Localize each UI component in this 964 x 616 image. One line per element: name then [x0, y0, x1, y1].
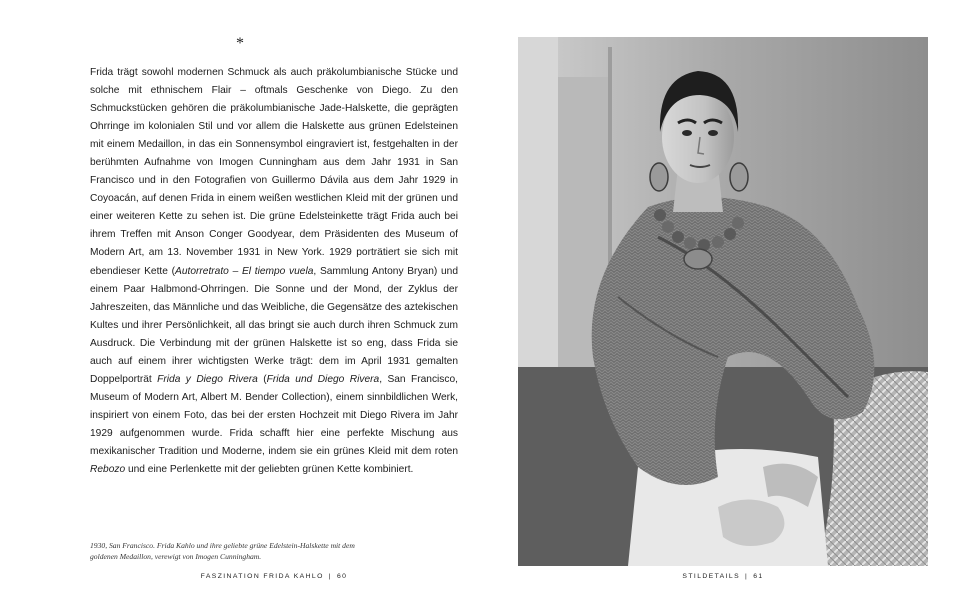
- page-number-left: 60: [336, 573, 348, 580]
- italic-work-title: Autorretrato – El tiempo vuela: [175, 265, 314, 277]
- body-paragraph: [90, 64, 458, 479]
- window-panel: [518, 37, 558, 367]
- text-run: und eine Perlenkette mit der geliebten grünen Kette kombiniert.: [125, 464, 414, 476]
- earring-right: [730, 163, 748, 191]
- hands: [718, 500, 784, 547]
- portrait-photo: [518, 37, 928, 566]
- text-run: , San Francisco, Museum of Modern Art, Albert M. Bender Collection), einem sinnbildlichen Werk, inspiriert von einem Foto, das bei der ersten Hochzeit mit Diego Rivera im Jahr 1929 aufgenommen wurde. Frida schafft hier eine perfekte Mischung aus mexikanischer Tradition und Moderne, indem sie ein grünes Kleid mit dem roten: [90, 373, 458, 457]
- photo-caption: 1930, San Francisco. Frida Kahlo und ihre geliebte grüne Edelstein-Halskette mit dem goldenen Medaillon, verewigt von Imogen Cunningham.: [90, 541, 355, 561]
- italic-work-title: Frida y Diego Rivera: [157, 373, 258, 385]
- earring-left: [650, 163, 668, 191]
- folio-separator: |: [745, 573, 749, 580]
- running-title-left: FASZINATION FRIDA KAHLO: [200, 573, 324, 580]
- text-run: , Sammlung Antony Bryan) und einem Paar Halbmond-Ohrringen. Die Sonne und der Mond, der Zyklus der Jahreszeiten, das Männliche und das Weibliche, die Gegensätze des aztekischen Kultes und ihrer Persönlichkeit, all das bringt sie auch durch ihren Schmuck zum Ausdruck. Die Verbindung mit der grünen Halskette ist so eng, dass Frida sie auch auf einem ihrer wichtigsten Werke trägt: dem im April 1931 gemalten Doppelporträt: [90, 265, 458, 385]
- folio-separator: |: [328, 573, 332, 580]
- folio-left: [90, 573, 458, 580]
- italic-work-title: Rebozo: [90, 464, 126, 476]
- folio-right: [518, 573, 928, 580]
- text-run: (: [257, 373, 267, 385]
- page-number-right: 61: [753, 573, 764, 580]
- section-ornament: *: [236, 35, 244, 52]
- italic-work-title: Frida und Diego Rivera: [266, 373, 380, 385]
- text-run: Frida trägt sowohl modernen Schmuck als auch präkolumbianische Stücke und solche mit ethnischem Flair – oftmals Geschenke von Diego. Zu den Schmuckstücken gehören die präkolumbianische Jade-Halskette, die geprägten Ohrringe im kolonialen Stil und vor allem die Halskette aus grünen Edelsteinen mit einem Medaillon, in das ein Sonnensymbol eingraviert ist, festgehalten in der berühmten Aufnahme von Imogen Cunningham aus dem Jahr 1931 in San Francisco und in den Fotografien von Guillermo Dávila aus dem Jahr 1929 in Coyoacán, auf denen Frida in einem weißen westlichen Kleid mit der grünen und einer weiteren Kette zu sehen ist. Die grüne Edelsteinkette trägt Frida auch bei ihrem Treffen mit Anson Conger Goodyear, dem Präsidenten des Museum of Modern Art, am 13. November 1931 in New York. 1929 porträtiert sie sich mit ebendieser Kette (: [90, 67, 458, 277]
- running-title-right: STILDETAILS: [682, 573, 741, 580]
